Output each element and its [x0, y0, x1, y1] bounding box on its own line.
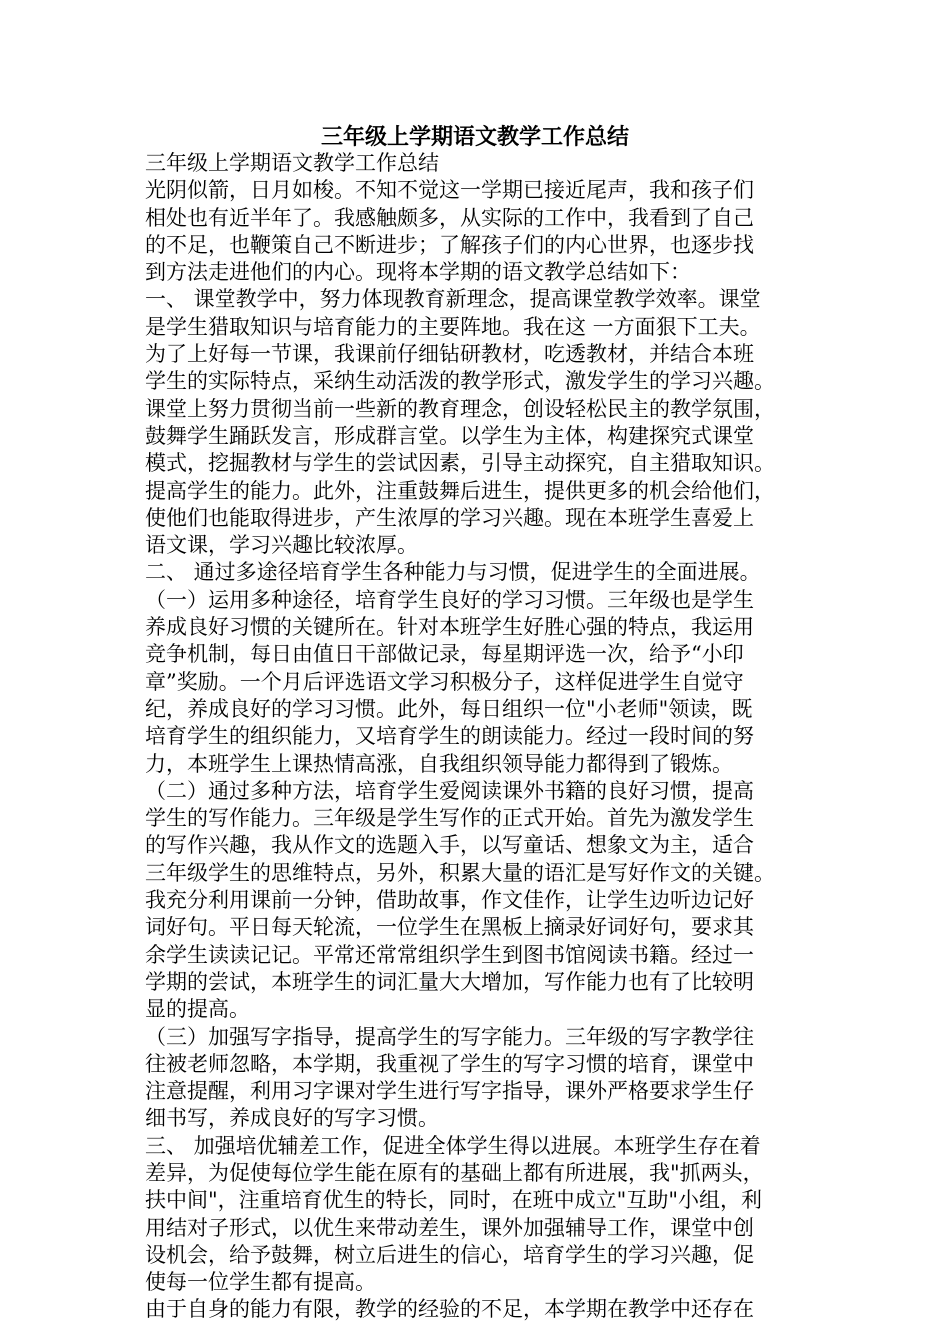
text-line: 到方法走进他们的内心。现将本学期的语文教学总结如下：: [145, 260, 691, 285]
text-line: 扶中间"，注重培育优生的特长，同时，在班中成立"互助"小组，利: [145, 1188, 762, 1213]
text-line: 一、 课堂教学中，努力体现教育新理念，提高课堂教学效率。课堂: [145, 287, 761, 312]
document-title: 三年级上学期语文教学工作总结: [320, 124, 629, 150]
text-line: 往被老师忽略，本学期，我重视了学生的写字习惯的培育，课堂中: [145, 1051, 754, 1076]
text-line: 用结对子形式，以优生来带动差生，课外加强辅导工作，课堂中创: [145, 1215, 754, 1240]
text-line: 由于自身的能力有限，教学的经验的不足，本学期在教学中还存在: [145, 1297, 754, 1322]
text-line: 余学生读读记记。平常还常常组织学生到图书馆阅读书籍。经过一: [145, 942, 754, 967]
text-line: 力，本班学生上课热情高涨，自我组织领导能力都得到了锻炼。: [145, 751, 733, 776]
text-line: 使他们也能取得进步，产生浓厚的学习兴趣。现在本班学生喜爱上: [145, 505, 754, 530]
text-line: （二）通过多种方法，培育学生爱阅读课外书籍的良好习惯，提高: [145, 778, 754, 803]
text-line: 词好句。平日每天轮流，一位学生在黑板上摘录好词好句，要求其: [145, 915, 754, 940]
text-line: 课堂上努力贯彻当前一些新的教育理念，创设轻松民主的教学氛围，: [145, 396, 775, 421]
text-line: 语文课，学习兴趣比较浓厚。: [145, 533, 418, 558]
text-line: 二、 通过多途径培育学生各种能力与习惯，促进学生的全面进展。: [145, 560, 761, 585]
text-line: 的不足，也鞭策自己不断进步；了解孩子们的内心世界，也逐步找: [145, 232, 754, 257]
text-line: 细书写，养成良好的写字习惯。: [145, 1106, 439, 1131]
text-line: 使每一位学生都有提高。: [145, 1270, 376, 1295]
text-line: 学生的实际特点，采纳生动活泼的教学形式，激发学生的学习兴趣。: [145, 369, 775, 394]
text-line: 章”奖励。一个月后评选语文学习积极分子，这样促进学生自觉守: [145, 669, 744, 694]
text-line: 提高学生的能力。此外，注重鼓舞后进生，提供更多的机会给他们，: [145, 478, 775, 503]
text-line: 光阴似箭，日月如梭。不知不觉这一学期已接近尾声，我和孩子们: [145, 178, 754, 203]
text-line: 相处也有近半年了。我感触颇多，从实际的工作中，我看到了自己: [145, 205, 754, 230]
text-line: 鼓舞学生踊跃发言，形成群言堂。以学生为主体，构建探究式课堂: [145, 423, 754, 448]
text-line: 的写作兴趣，我从作文的选题入手，以写童话、想象文为主，适合: [145, 833, 754, 858]
text-line: 三年级上学期语文教学工作总结: [145, 151, 439, 175]
text-line: 培育学生的组织能力，又培育学生的朗读能力。经过一段时间的努: [145, 724, 754, 749]
text-line: 设机会，给予鼓舞，树立后进生的信心，培育学生的学习兴趣，促: [145, 1242, 754, 1267]
text-line: 是学生猎取知识与培育能力的主要阵地。我在这 一方面狠下工夫。: [145, 314, 761, 339]
text-line: 养成良好习惯的关键所在。针对本班学生好胜心强的特点，我运用: [145, 615, 754, 640]
text-line: 竞争机制，每日由值日干部做记录，每星期评选一次，给予“小印: [145, 642, 744, 667]
text-line: 注意提醒，利用习字课对学生进行写字指导，课外严格要求学生仔: [145, 1079, 754, 1104]
text-line: 纪，养成良好的学习习惯。此外，每日组织一位"小老师"领读，既: [145, 696, 753, 721]
text-line: 显的提高。: [145, 997, 250, 1022]
text-line: （三）加强写字指导，提高学生的写字能力。三年级的写字教学往: [145, 1024, 754, 1049]
text-line: 模式，挖掘教材与学生的尝试因素，引导主动探究，自主猎取知识。: [145, 451, 775, 476]
document-body: [145, 150, 807, 1324]
text-line: 三、 加强培优辅差工作，促进全体学生得以进展。本班学生存在着: [145, 1133, 761, 1158]
text-line: 学生的写作能力。三年级是学生写作的正式开始。首先为激发学生: [145, 806, 754, 831]
text-line: 学期的尝试，本班学生的词汇量大大增加，写作能力也有了比较明: [145, 969, 754, 994]
text-line: 三年级学生的思维特点，另外，积累大量的语汇是写好作文的关键。: [145, 860, 775, 885]
text-line: 差异，为促使每位学生能在原有的基础上都有所进展，我"抓两头，: [145, 1160, 764, 1185]
text-line: （一）运用多种途径，培育学生良好的学习习惯。三年级也是学生: [145, 587, 754, 612]
text-line: 为了上好每一节课，我课前仔细钻研教材，吃透教材，并结合本班: [145, 342, 754, 367]
text-line: 我充分利用课前一分钟，借助故事，作文佳作，让学生边听边记好: [145, 888, 754, 913]
